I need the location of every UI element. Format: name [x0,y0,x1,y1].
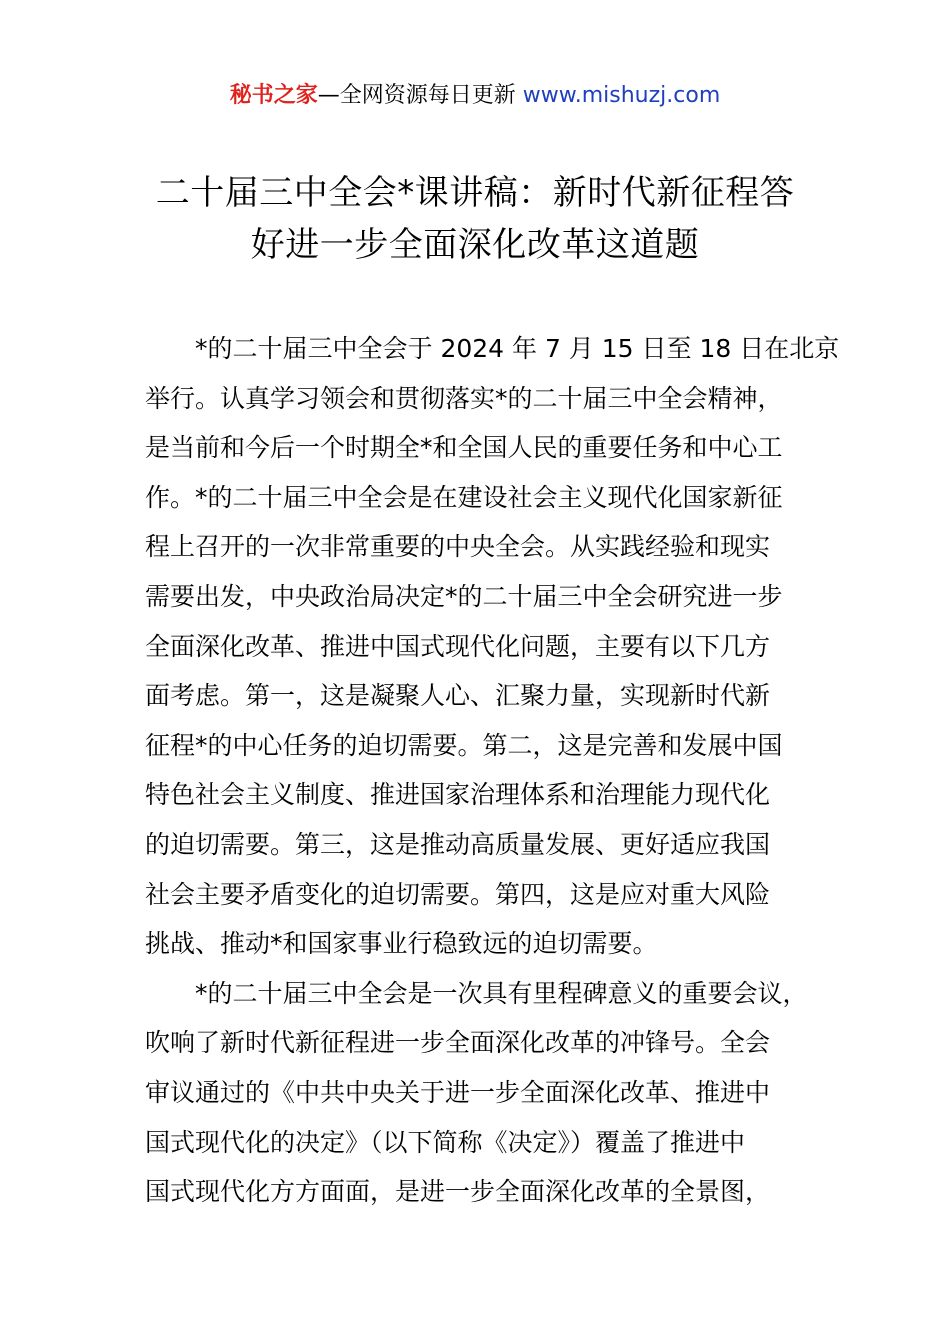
paragraph-line: 需要出发，中央政治局决定*的二十届三中全会研究进一步 [145,581,783,611]
paragraph-line: 的迫切需要。第三，这是推动高质量发展、更好适应我国 [145,829,771,859]
paragraph-line: 作。*的二十届三中全会是在建设社会主义现代化国家新征 [145,482,783,512]
paragraph-line: 是当前和今后一个时期全*和全国人民的重要任务和中心工 [145,433,783,463]
paragraph-line: 举行。认真学习领会和贯彻落实*的二十届三中全会精神， [145,383,783,413]
paragraph-line: 社会主要矛盾变化的迫切需要。第四，这是应对重大风险 [145,879,771,909]
paragraph-line: 吹响了新时代新征程进一步全面深化改革的冲锋号。全会 [145,1028,771,1058]
paragraph-line: 国式现代化方方面面，是进一步全面深化改革的全景图， [145,1177,771,1207]
paragraph-line: 国式现代化的决定》（以下简称《决定》）覆盖了推进中 [145,1127,746,1157]
title-line: 二十届三中全会*课讲稿：新时代新征程答 [155,173,795,213]
paragraph-line: 挑战、推动*和国家事业行稳致远的迫切需要。 [145,929,658,959]
document-title [120,167,830,271]
site-name: 秘书之家 [229,83,318,108]
site-tagline: —全网资源每日更新 [317,83,523,108]
site-url-link[interactable]: www.mishuzj.com [522,83,721,108]
paragraph-line: 程上召开的一次非常重要的中央全会。从实践经验和现实 [145,532,771,562]
paragraph-line: 面考虑。第一，这是凝聚人心、汇聚力量，实现新时代新 [145,681,771,711]
paragraph-line: 特色社会主义制度、推进国家治理体系和治理能力现代化 [145,780,771,810]
paragraph-line: *的二十届三中全会是一次具有里程碑意义的重要会议， [195,978,808,1008]
document-body [145,324,840,1217]
title-line: 好进一步全面深化改革这道题 [250,225,700,265]
paragraph-line: 审议通过的《中共中央关于进一步全面深化改革、推进中 [145,1077,771,1107]
paragraph-line: *的二十届三中全会于 2024 年 7 月 15 日至 18 日在北京 [195,334,840,363]
site-header [0,80,950,112]
paragraph-line: 征程*的中心任务的迫切需要。第二，这是完善和发展中国 [145,730,783,760]
paragraph-line: 全面深化改革、推进中国式现代化问题，主要有以下几方 [145,631,771,661]
